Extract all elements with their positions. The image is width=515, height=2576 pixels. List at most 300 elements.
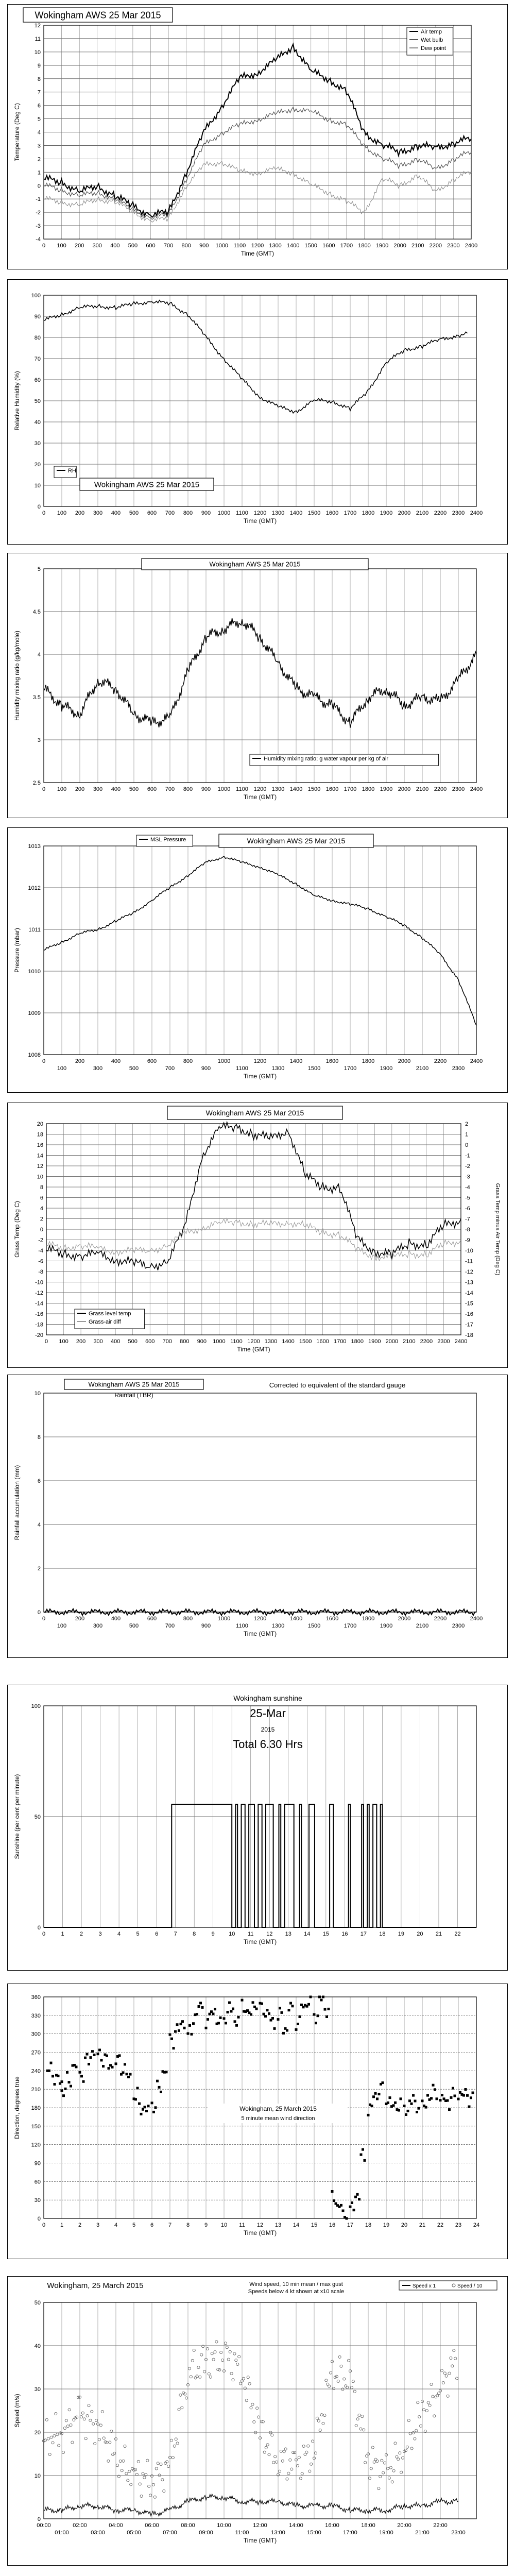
speed-point [212, 2358, 215, 2361]
speed-point [358, 2414, 360, 2416]
speed-point [322, 2422, 324, 2425]
x-tick-label: 2400 [470, 786, 483, 792]
x-tick-label: 2100 [416, 786, 429, 792]
speed-point [81, 2412, 84, 2414]
speed-point [102, 2437, 105, 2439]
direction-point [86, 2053, 89, 2056]
speed-point [206, 2347, 209, 2350]
speed-point [366, 2454, 368, 2457]
speed-point [190, 2376, 192, 2378]
x-tick-label: 700 [165, 1065, 175, 1072]
speed-point [143, 2476, 146, 2479]
wind-direction-chart [8, 1984, 507, 2259]
speed-point [122, 2460, 125, 2462]
x-tick-label: 600 [145, 1338, 155, 1345]
direction-point [430, 2097, 433, 2099]
direction-point [75, 2065, 78, 2068]
x-tick-label: 1200 [253, 1058, 267, 1064]
speed-point [386, 2467, 389, 2470]
x-tick-label: 16 [329, 2222, 336, 2228]
speed-point [164, 2462, 167, 2464]
x-tick-label: 2400 [454, 1338, 468, 1345]
direction-point [62, 2094, 65, 2097]
x-tick-label: 9 [204, 2222, 208, 2228]
speed-point [368, 2477, 371, 2480]
speed-point [451, 2365, 454, 2367]
speed-point [350, 2386, 353, 2389]
x-tick-label: 1900 [380, 510, 393, 516]
x-tick-label: 17 [360, 1931, 367, 1937]
x-tick-label: 23:00 [451, 2530, 466, 2536]
speed-point [265, 2446, 267, 2449]
y-tick-label: 20 [34, 2430, 41, 2436]
y-right-tick-label: -15 [465, 1300, 473, 1307]
speed-point [62, 2451, 64, 2453]
direction-point [426, 2094, 429, 2097]
speed-point [99, 2424, 102, 2427]
x-tick-label: 2200 [420, 1338, 433, 1345]
x-tick-label: 1900 [380, 1623, 393, 1629]
speed-point [340, 2365, 342, 2367]
x-tick-label: 700 [165, 510, 175, 516]
x-tick-label: 19 [383, 2222, 390, 2228]
direction-point [465, 2088, 467, 2091]
x-tick-label: 300 [93, 786, 103, 792]
y-tick-label: 18 [37, 1131, 43, 1138]
chart-title: Wokingham sunshine [233, 1694, 302, 1702]
x-tick-label: 09:00 [199, 2530, 213, 2536]
direction-point [237, 2016, 240, 2019]
sunshine-trace [44, 1804, 476, 1927]
x-tick-label: 08:00 [181, 2522, 195, 2529]
legend [250, 754, 439, 766]
x-tick-label: 1000 [215, 243, 229, 249]
x-tick-label: 0 [42, 1616, 46, 1622]
speed-point [166, 2461, 168, 2463]
speed-point [289, 2459, 291, 2461]
x-tick-label: 12 [256, 2222, 264, 2228]
speed-point [443, 2372, 446, 2375]
y-tick-label: 16 [37, 1142, 43, 1148]
x-tick-label: 600 [147, 1616, 157, 1622]
direction-point [315, 2022, 317, 2024]
x-tick-label: 1500 [299, 1338, 312, 1345]
direction-point [410, 2103, 413, 2105]
x-tick-label: 3 [98, 1931, 102, 1937]
x-tick-label: 700 [162, 1338, 172, 1345]
direction-point [227, 2011, 229, 2013]
speed-point [203, 2370, 206, 2373]
speed-point [173, 2445, 176, 2447]
x-tick-label: 1300 [271, 1623, 285, 1629]
y-right-tick-label: 2 [465, 1121, 469, 1127]
y-right-tick-label: -2 [465, 1163, 470, 1170]
speed-point [409, 2432, 411, 2435]
speed-point [317, 2419, 320, 2422]
speed-point [284, 2448, 287, 2450]
y-tick-label: 70 [34, 356, 41, 362]
x-tick-label: 1500 [304, 243, 317, 249]
speed-point [263, 2451, 266, 2453]
y-axis-label: Rainfall accumulation (mm) [13, 1465, 21, 1540]
speed-point [245, 2399, 248, 2402]
y-tick-label: -8 [38, 1269, 43, 1275]
x-tick-label: 1200 [253, 1616, 267, 1622]
x-tick-label: 18 [365, 2222, 372, 2228]
direction-point [333, 2199, 335, 2202]
x-tick-label: 200 [75, 786, 85, 792]
speed-point [53, 2434, 56, 2437]
legend [407, 27, 453, 55]
y-tick-label: 0 [37, 1609, 41, 1616]
x-tick-label: 2200 [429, 243, 442, 249]
speed-point [359, 2428, 362, 2430]
y-tick-label: 4 [37, 1522, 41, 1528]
direction-point [300, 2004, 303, 2006]
speed-point [65, 2419, 67, 2422]
direction-point [212, 2013, 215, 2015]
rainfall-chart [8, 1375, 507, 1657]
x-tick-label: 1600 [316, 1338, 329, 1345]
y-tick-label: -4 [38, 1248, 43, 1254]
speed-point [218, 2368, 221, 2371]
speed-point [242, 2377, 245, 2380]
y-tick-label: 12 [34, 23, 41, 29]
speed-point [290, 2468, 293, 2470]
x-tick-label: 10 [220, 2222, 228, 2228]
speed-point [149, 2494, 152, 2497]
x-tick-label: 400 [111, 510, 121, 516]
y-right-tick-label: -12 [465, 1269, 473, 1275]
direction-point [264, 2015, 267, 2018]
x-tick-label: 07:00 [163, 2530, 177, 2536]
x-tick-label: 1800 [362, 786, 375, 792]
direction-point [295, 2028, 298, 2031]
speed-point [382, 2471, 385, 2474]
speed-point [341, 2388, 344, 2391]
speed-point [364, 2461, 367, 2464]
x-tick-label: 15 [311, 2222, 318, 2228]
y-tick-label: -6 [38, 1258, 43, 1265]
direction-point [217, 2022, 220, 2024]
x-tick-label: 1700 [340, 243, 353, 249]
speed-point [356, 2418, 359, 2420]
speed-point [50, 2436, 53, 2438]
speed-point [119, 2460, 122, 2462]
y-tick-label: 100 [31, 1703, 41, 1709]
x-tick-label: 2100 [403, 1338, 416, 1345]
direction-point [129, 2073, 132, 2076]
direction-point [307, 2003, 310, 2006]
direction-point [209, 2013, 211, 2015]
y-tick-label: 2.5 [32, 780, 41, 786]
direction-point [230, 2010, 233, 2013]
x-tick-label: 23 [455, 2222, 462, 2228]
speed-point [422, 2409, 425, 2411]
y-right-tick-label: -13 [465, 1279, 473, 1286]
speed-point [343, 2378, 346, 2380]
humidity-chart-panel [7, 279, 508, 545]
y-tick-label: 4 [37, 652, 41, 658]
speed-point [254, 2431, 257, 2434]
direction-point [346, 2217, 348, 2220]
y-tick-label: 30 [34, 440, 41, 447]
y-tick-label: 2 [37, 156, 41, 163]
speed-point [224, 2342, 227, 2345]
y-tick-label: 1 [37, 170, 41, 176]
y-tick-label: 4.5 [32, 609, 41, 615]
speed-point [199, 2376, 201, 2378]
speed-point [92, 2422, 95, 2425]
y-tick-label: 50 [34, 398, 41, 404]
speed-point [266, 2444, 269, 2446]
y-tick-label: 1008 [28, 1052, 41, 1058]
speed-point [178, 2408, 180, 2411]
direction-point [118, 2054, 121, 2057]
x-tick-label: 5 [132, 2222, 136, 2228]
direction-point [160, 2091, 162, 2093]
x-tick-label: 2200 [434, 1616, 447, 1622]
chart-title: Wokingham AWS 25 Mar 2015 [88, 1380, 180, 1388]
speed-point [66, 2425, 69, 2428]
direction-point [50, 2062, 53, 2064]
speed-point [155, 2467, 158, 2470]
x-tick-label: 13:00 [271, 2530, 285, 2536]
speed-point [109, 2441, 111, 2444]
x-tick-label: 600 [147, 1058, 157, 1064]
x-tick-label: 1900 [375, 243, 389, 249]
y-axis-label: Humidity mixing ratio (g/kg/mole) [13, 631, 21, 721]
direction-point [198, 2005, 200, 2008]
x-tick-label: 2200 [434, 1058, 447, 1064]
y-tick-label: -2 [38, 1237, 43, 1244]
x-tick-label: 700 [163, 243, 174, 249]
speed-point [63, 2427, 66, 2430]
direction-point [223, 2017, 226, 2020]
direction-point [282, 2032, 285, 2035]
direction-point [400, 2097, 402, 2100]
direction-point [250, 2013, 252, 2016]
speed-point [153, 2496, 156, 2498]
direction-point [191, 2033, 193, 2036]
x-tick-label: 900 [201, 510, 211, 516]
x-tick-label: 1500 [307, 1623, 321, 1629]
speed-point [305, 2451, 308, 2453]
grass-temp-chart [8, 1103, 507, 1367]
x-axis-label: Time (GMT) [243, 793, 277, 801]
y-right-tick-label: -10 [465, 1248, 473, 1254]
x-tick-label: 2000 [385, 1338, 399, 1345]
speed-point [163, 2490, 165, 2493]
x-tick-label: 1000 [217, 510, 231, 516]
direction-point [358, 2198, 360, 2200]
x-tick-label: 900 [201, 1623, 211, 1629]
x-tick-label: 1400 [286, 243, 300, 249]
direction-point [277, 2018, 280, 2021]
grid [44, 2302, 476, 2519]
y-tick-label: 3.5 [32, 694, 41, 701]
speed-point [330, 2371, 332, 2374]
y-right-tick-label: -6 [465, 1206, 470, 1212]
x-tick-label: 4 [117, 1931, 121, 1937]
y-tick-label: 0 [40, 1227, 43, 1233]
x-tick-label: 1700 [344, 1065, 357, 1072]
x-tick-label: 200 [75, 1058, 85, 1064]
speed-point [116, 2464, 118, 2467]
y-tick-label: 4 [40, 1206, 43, 1212]
speed-point [402, 2456, 404, 2459]
x-tick-label: 400 [110, 1338, 121, 1345]
x-tick-label: 300 [93, 1623, 103, 1629]
speed-point [276, 2461, 278, 2463]
speed-point [271, 2434, 273, 2436]
x-tick-label: 1100 [236, 1623, 248, 1629]
direction-point [228, 2002, 231, 2004]
direction-point [432, 2084, 435, 2087]
speed-point [202, 2345, 204, 2348]
x-tick-label: 2200 [434, 786, 447, 792]
legend-label: Speed / 10 [457, 2283, 483, 2289]
y-tick-label: 10 [34, 49, 41, 56]
direction-point [331, 2190, 334, 2193]
x-tick-label: 1000 [217, 786, 231, 792]
speed-point [370, 2467, 372, 2470]
x-tick-label: 1700 [344, 786, 357, 792]
y-tick-label: 300 [31, 2031, 41, 2038]
direction-point [468, 2106, 471, 2108]
speed-point [316, 2417, 318, 2419]
x-tick-label: 1500 [307, 510, 321, 516]
temperature-chart-panel [7, 4, 508, 269]
speed-point [299, 2477, 302, 2480]
speed-point [373, 2461, 375, 2463]
direction-point [418, 2107, 420, 2110]
x-tick-label: 600 [146, 243, 156, 249]
direction-point [70, 2085, 72, 2088]
x-tick-label: 21 [435, 1931, 442, 1937]
x-tick-label: 600 [147, 786, 157, 792]
x-tick-label: 0 [42, 1931, 46, 1937]
y-tick-label: 11 [35, 36, 41, 42]
direction-point [64, 2088, 67, 2090]
speed-point [70, 2424, 72, 2426]
speed-point [47, 2437, 49, 2440]
legend [136, 835, 193, 846]
direction-point [98, 2049, 101, 2052]
x-tick-label: 22 [454, 1931, 461, 1937]
y-tick-label: 270 [31, 2049, 41, 2056]
direction-point [165, 2071, 168, 2073]
y-axis-label: Speed (m/s) [13, 2394, 21, 2428]
y-tick-label: 120 [31, 2142, 41, 2148]
x-tick-label: 2000 [398, 1058, 411, 1064]
direction-point [136, 2087, 139, 2090]
speed-point [179, 2394, 182, 2396]
speed-point [235, 2359, 237, 2362]
y-right-tick-label: -16 [465, 1311, 473, 1317]
x-tick-label: 1800 [358, 243, 371, 249]
x-tick-label: 19 [398, 1931, 405, 1937]
pressure-chart [8, 828, 507, 1092]
speed-point [247, 2376, 249, 2379]
speed-point [272, 2461, 275, 2464]
y-right-tick-label: -18 [465, 1332, 473, 1338]
legend [54, 466, 76, 478]
x-tick-label: 1500 [307, 786, 321, 792]
direction-point [88, 2063, 90, 2065]
y-tick-label: 3 [37, 737, 41, 743]
direction-point [138, 2103, 141, 2105]
grid [44, 295, 476, 506]
direction-point [412, 2094, 415, 2097]
x-tick-label: 100 [57, 510, 67, 516]
y-tick-label: 150 [31, 2123, 41, 2130]
x-tick-label: 3 [96, 2222, 100, 2228]
y-axis-label: Grass Temp (Deg C) [13, 1201, 21, 1258]
y-right-tick-label: 0 [465, 1142, 469, 1148]
direction-point [178, 2029, 180, 2032]
direction-point [147, 2105, 150, 2107]
speed-point [430, 2383, 433, 2385]
direction-point [448, 2108, 451, 2111]
direction-point [199, 2002, 202, 2004]
speed-point [258, 2416, 260, 2418]
direction-point [356, 2193, 359, 2196]
speed-point [415, 2429, 418, 2432]
direction-point [268, 2012, 270, 2015]
speed-point [142, 2472, 144, 2475]
x-tick-label: 1100 [236, 510, 248, 516]
x-axis-label: Time (GMT) [243, 2537, 277, 2544]
chart-subtitle: Rainfall (TBR) [114, 1392, 153, 1399]
legend-label: Humidity mixing ratio; g water vapour per kg of air [264, 756, 389, 762]
x-axis-label: Time (GMT) [243, 1938, 277, 1945]
x-axis-label: Time (GMT) [243, 2229, 277, 2236]
y-tick-label: 10 [34, 2473, 41, 2479]
speed-point [52, 2442, 54, 2444]
y-tick-label: 10 [34, 1391, 41, 1397]
x-tick-label: 15 [322, 1931, 329, 1937]
x-tick-label: 900 [199, 243, 209, 249]
direction-point [297, 2023, 299, 2025]
x-tick-label: 900 [201, 1065, 211, 1072]
y-right-tick-label: -5 [465, 1195, 470, 1201]
direction-point [122, 2071, 125, 2074]
wind-speed-chart-panel [7, 2276, 508, 2566]
y-tick-label: 6 [40, 1195, 43, 1201]
y-tick-label: 2 [37, 1566, 41, 1572]
speed-point [101, 2410, 104, 2413]
direction-point [225, 2022, 227, 2024]
direction-point [158, 2086, 161, 2089]
legend-label: RH [68, 468, 76, 474]
speed-point [376, 2460, 379, 2462]
direction-point [192, 2022, 195, 2025]
grass-temp-chart-panel [7, 1103, 508, 1368]
direction-point [360, 2154, 363, 2156]
temperature-chart [8, 5, 507, 269]
speed-point [278, 2470, 281, 2472]
x-tick-label: 2100 [416, 1623, 429, 1629]
speed-point [353, 2390, 356, 2393]
y-right-tick-label: -9 [465, 1237, 470, 1244]
direction-point [126, 2073, 128, 2075]
x-tick-label: 2100 [416, 1065, 429, 1072]
speed-point [68, 2409, 71, 2411]
x-tick-label: 00:00 [37, 2522, 51, 2529]
x-tick-label: 1300 [271, 510, 285, 516]
speed-point [450, 2357, 452, 2359]
